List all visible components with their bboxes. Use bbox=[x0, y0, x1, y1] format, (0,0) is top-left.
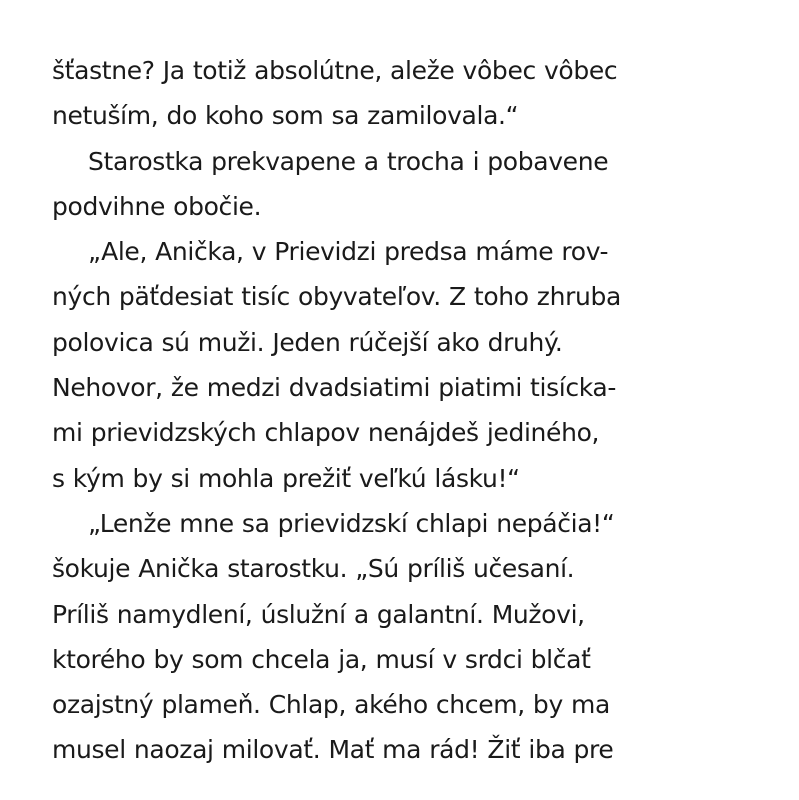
text-line-2: netuším, do koho som sa zamilovala.“ bbox=[52, 101, 519, 131]
text-line-5: „Ale, Anička, v Prievidzi predsa máme rov- bbox=[88, 237, 609, 267]
text-line-16: musel naozaj milovať. Mať ma rád! Žiť iba pre bbox=[52, 735, 614, 765]
text-line-14: ktorého by som chcela ja, musí v srdci blčať bbox=[52, 644, 591, 674]
text-line-9: mi prievidzských chlapov nenájdeš jediného, bbox=[52, 418, 600, 448]
text-line-13: Príliš namydlení, úslužní a galantní. Mužovi, bbox=[52, 599, 585, 629]
text-line-10: s kým by si mohla prežiť veľkú lásku!“ bbox=[52, 463, 520, 493]
text-line-12: šokuje Anička starostku. „Sú príliš učesaní. bbox=[52, 554, 575, 584]
text-line-11: „Lenže mne sa prievidzskí chlapi nepáčia!“ bbox=[88, 508, 615, 538]
text-line-6: ných päťdesiat tisíc obyvateľov. Z toho zhruba bbox=[52, 282, 621, 312]
text-line-1: šťastne? Ja totiž absolútne, aležе vôbec vôbec bbox=[52, 56, 618, 85]
text-line-4: podvihne obočie. bbox=[52, 191, 262, 221]
text-line-15: ozajstný plameň. Chlap, akého chcem, by ma bbox=[52, 690, 610, 720]
text-line-7: polovica sú muži. Jeden rúčejší ako druhý. bbox=[52, 327, 563, 357]
text-line-3: Starostka prekvapene a trocha i pobavene bbox=[88, 146, 609, 176]
book-page-text bbox=[52, 48, 772, 773]
text-line-8: Nehovor, že medzi dvadsiatimi piatimi tisícka- bbox=[52, 373, 617, 403]
